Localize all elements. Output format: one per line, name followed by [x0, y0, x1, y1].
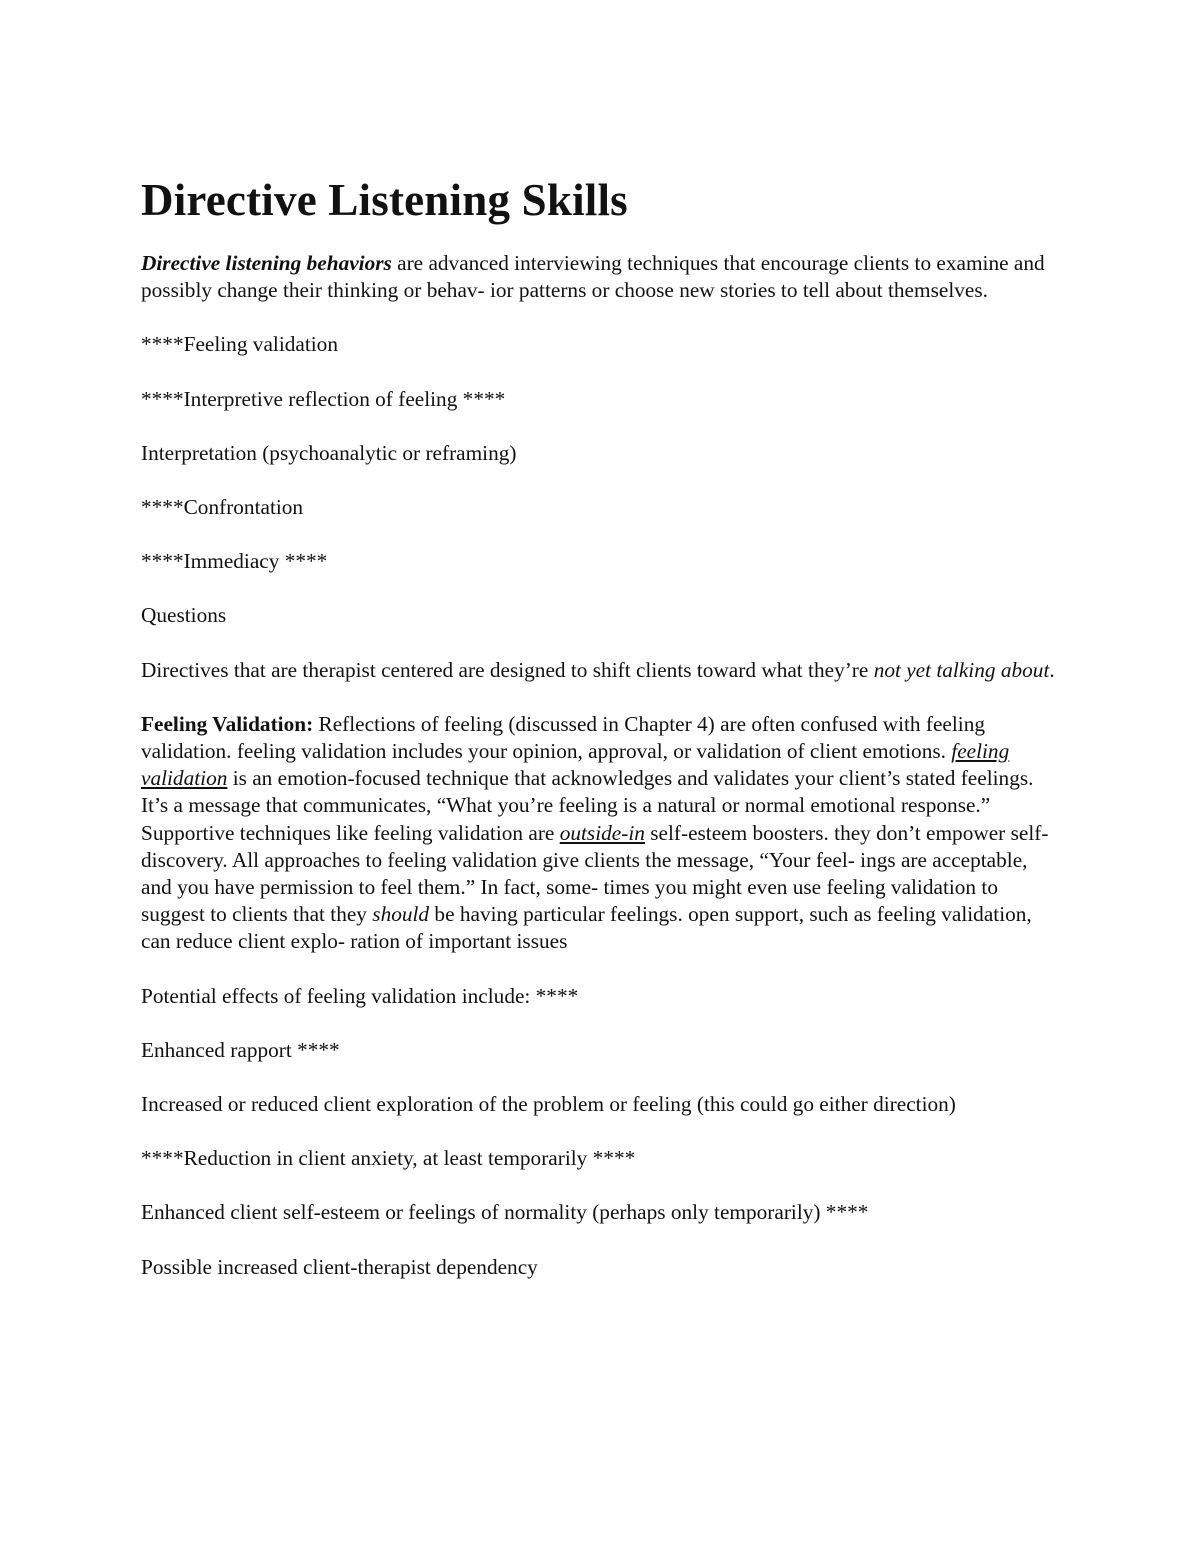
effects-intro: Potential effects of feeling validation include: **** [141, 983, 579, 1008]
page-title: Directive Listening Skills [141, 175, 628, 225]
feeling-validation-text-2: is an emotion-focused technique that acknowledges and validates your client’s stated feelings. It’s a message that communicates, “What you’re feeling is a natural or normal emotional response.” Supportive techniques like feeling validation are [141, 766, 1034, 845]
directives-text: Directives that are therapist centered are designed to shift clients toward what they’re [141, 657, 874, 682]
skill-item: ****Feeling validation [141, 332, 338, 357]
effect-item: ****Reduction in client anxiety, at least temporarily **** [141, 1146, 636, 1171]
skill-item: Questions [141, 603, 227, 628]
feeling-validation-term: feeling validation [141, 739, 1010, 791]
effect-item: Enhanced rapport **** [141, 1037, 340, 1062]
intro-term: Directive listening behaviors [141, 251, 392, 275]
outside-in-term: outside-in [559, 820, 645, 845]
skill-item: ****Interpretive reflection of feeling **** [141, 386, 506, 411]
effect-item: Possible increased client-therapist dependency [141, 1254, 538, 1279]
skill-item: ****Immediacy **** [141, 549, 328, 574]
directives-end: . [1049, 657, 1055, 682]
skill-item: Interpretation (psychoanalytic or reframing) [141, 440, 517, 465]
should-emphasis: should [372, 902, 430, 927]
directives-paragraph [141, 657, 1056, 684]
document-page [141, 172, 1056, 1281]
skill-item: ****Confrontation [141, 495, 304, 520]
feeling-validation-paragraph [141, 711, 1056, 956]
intro-paragraph [141, 250, 1056, 304]
feeling-validation-text-1: Reflections of feeling (discussed in Chapter 4) are often confused with feeling validation. feeling validation includes your opinion, approval, or validation of client emotions. [141, 711, 986, 764]
feeling-validation-text-3: self-esteem boosters. they don’t empower self-discovery. All approaches to feeling validation give clients the message, “Your feel- ings are acceptable, and you have permission to feel them.” In fact, some- times you might even use feeling validation to suggest to clients that they [141, 820, 1049, 927]
feeling-validation-text-4: be having particular feelings. open support, such as feeling validation, can reduce client explo- ration of important issues [141, 902, 1032, 954]
effect-item: Enhanced client self-esteem or feelings of normality (perhaps only temporarily) **** [141, 1200, 869, 1225]
feeling-validation-heading: Feeling Validation: [141, 711, 314, 736]
directives-emphasis: not yet talking about [873, 657, 1050, 682]
intro-text: are advanced interviewing techniques that encourage clients to examine and possibly change their thinking or behav- ior patterns or choose new stories to tell about themselves. [141, 251, 1045, 303]
effect-item: Increased or reduced client exploration of the problem or feeling (this could go either direction) [141, 1092, 956, 1117]
